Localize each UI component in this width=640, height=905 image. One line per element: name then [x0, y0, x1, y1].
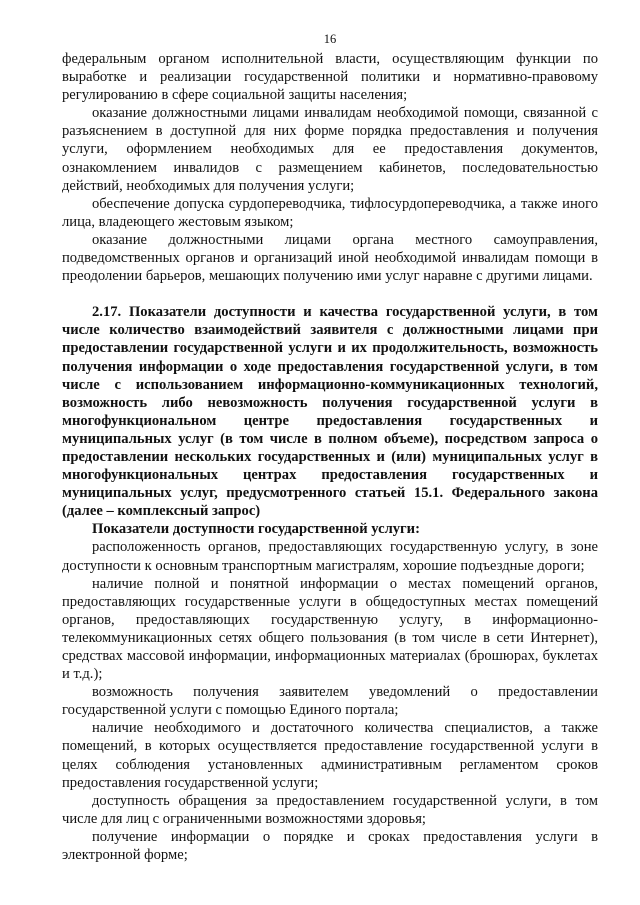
document-page — [62, 30, 598, 864]
paragraph-notifications-portal: возможность получения заявителем уведомлений о предоставлении государственной услуги с помощью Единого портала; — [62, 684, 598, 719]
page-number: 16 — [323, 32, 337, 46]
paragraph-sign-interpreter: обеспечение допуска сурдопереводчика, тифлосурдопереводчика, а также иного лица, владеющего жестовым языком; — [62, 195, 598, 230]
paragraph-assistance-explanation: оказание должностными лицами инвалидам необходимой помощи, связанной с разъяснением в доступной для них форме порядка предоставления и получения услуги, оформлением необходимых для ее предоставления документов, ознакомлением инвалидов с размещением кабинетов, последовательностью действий, необходимых для получения услуги; — [62, 105, 598, 194]
paragraph-electronic-info: получение информации о порядке и сроках предоставления услуги в электронной форме; — [62, 828, 598, 864]
paragraph-accessibility-limited: доступность обращения за предоставлением государственной услуги, в том числе для лиц с ограниченными возможностями здоровья; — [62, 792, 598, 827]
section-gap — [62, 285, 598, 303]
paragraph-transport-access: расположенность органов, предоставляющих государственную услугу, в зоне доступности к основным транспортным магистралям, хорошие подъездные дороги; — [62, 539, 598, 574]
paragraph-federal-body: федеральным органом исполнительной власти, осуществляющим функции по выработке и реализации государственной политики и нормативно-правовому регулированию в сфере социальной защиты населения; — [62, 51, 598, 104]
subheading-accessibility-indicators: Показатели доступности государственной услуги: — [92, 521, 420, 538]
section-heading-2-17: 2.17. Показатели доступности и качества государственной услуги, в том числе количество взаимодействий заявителя с должностными лицами при предоставлении государственной услуги и их продолжительность, возможность получения информации о ходе предоставления государственной услуги, в том числе с использованием информационно-коммуникационных технологий, возможность либо невозможность получения государственной услуги в многофункциональном центре предоставления государственных и муниципальных услуг (в том числе в полном объеме), посредством запроса о предоставлении нескольких государственных и (или) муниципальных услуг в многофункциональных центрах предоставления государственных и муниципальных услуг, предусмотренного статьей 15.1. Федерального закона (далее – комплексный запрос) — [62, 304, 598, 520]
paragraph-specialists-premises: наличие необходимого и достаточного количества специалистов, а также помещений, в которых осуществляется предоставление государственной услуги в целях соблюдения установленных административным регламентом сроков предоставления государственной услуги; — [62, 720, 598, 791]
paragraph-barrier-help: оказание должностными лицами органа местного самоуправления, подведомственных органов и организаций иной необходимой инвалидам помощи в преодолении барьеров, мешающих получению ими услуг наравне с другими лицами. — [62, 231, 598, 285]
paragraph-information-availability: наличие полной и понятной информации о местах помещений органов, предоставляющих государственные услуги в общедоступных местах помещений органов, предоставляющих государственную услугу, в информационно-телекоммуникационных сетях общего пользования (в том числе в сети Интернет), средствах массовой информации, информационных материалах (брошюрах, буклетах и т.д.); — [62, 575, 598, 683]
